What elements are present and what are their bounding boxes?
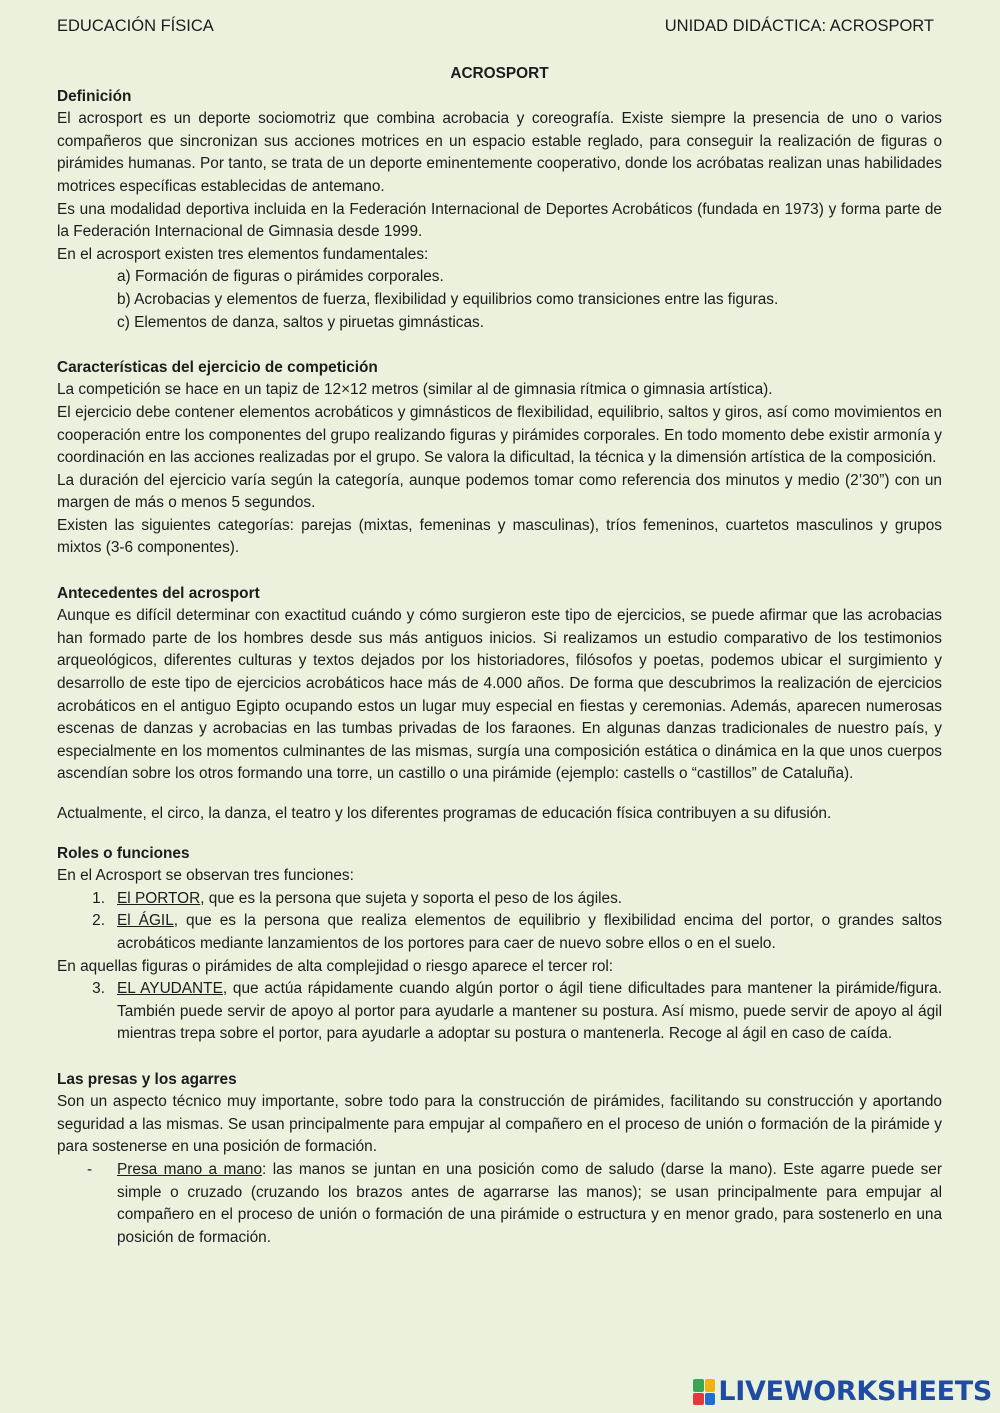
section-heading-roles: Roles o funciones [57,844,190,862]
section-heading-presas: Las presas y los agarres [57,1070,237,1088]
list-number: 3. [92,980,105,998]
list-item: c) Elementos de danza, saltos y piruetas gimnásticas. [117,313,484,331]
paragraph: Existen las siguientes categorías: parejas (mixtas, femeninas y masculinas), tríos femeninos, cuartetos masculinos y grupos mixtos (3-6 componentes). [57,516,942,557]
document-title: ACROSPORT [450,65,549,82]
paragraph: Son un aspecto técnico muy importante, sobre todo para la construcción de pirámides, facilitando su construcción y aportando seguridad a las mismas. Se usan principalmente para empujar al compañero en el proceso de unión o formación de la pirámide y para sostenerse en una posición de formación. [57,1093,942,1156]
role-description: , que es la persona que realiza elementos de equilibrio y flexibilidad encima del portor, o grandes saltos acrobáticos mediante lanzamientos de los portores para caer de nuevo sobre ellos o en el suelo. [117,912,942,952]
logo-tile [693,1379,704,1392]
paragraph: La duración del ejercicio varía según la categoría, aunque podemos tomar como referencia dos minutos y medio (2’30”) con un margen de más o menos 5 segundos. [57,471,942,512]
paragraph: Es una modalidad deportiva incluida en la Federación Internacional de Deportes Acrobáticos (fundada en 1973) y forma parte de la Federación Internacional de Gimnasia desde 1999. [57,200,942,241]
page-header [57,15,934,37]
paragraph: Aunque es difícil determinar con exactitud cuándo y cómo surgieron este tipo de ejercicios, se puede afirmar que las acrobacias han formado parte de los hombres desde sus más antiguos inicios. Si realizamos un estudio comparativo de los testimonios arqueológicos, diferentes culturas y textos dejados por los historiadores, filósofos y poetas, podemos ubicar el surgimiento y desarrollo de este tipo de ejercicios acrobáticos hace más de 4.000 años. De forma que descubrimos la realización de ejercicios acrobáticos en el antiguo Egipto ocupando estos un lugar muy especial en fiestas y ceremonias. Además, aparecen numerosas escenas de danzas y acrobacias en las tumbas privadas de los faraones. En algunas danzas tradicionales de nuestro país, y especialmente en los momentos culminantes de las mismas, surgía una composición estática o dinámica en la que unos cuerpos ascendían sobre los otros formando una torre, un castillo o una pirámide (ejemplo: castells o “castillos” de Cataluña). [57,607,942,783]
logo-tile [705,1379,716,1392]
section-heading-antecedentes: Antecedentes del acrosport [57,584,260,602]
role-term: EL AYUDANTE [117,980,223,998]
grip-term: Presa mano a mano [117,1160,263,1178]
paragraph: El acrosport es un deporte sociomotriz que combina acrobacia y coreografía. Existe siempre la presencia de uno o varios compañeros que sincronizan sus acciones motrices en un espacio estable reglado, para conseguir la realización de figuras o pirámides humanas. Por tanto, se trata de un deporte eminentemente cooperativo, donde los acróbatas realizan unas habilidades motrices específicas establecidas de antemano. [57,110,942,195]
section-heading-definicion: Definición [57,87,132,105]
list-item: a) Formación de figuras o pirámides corporales. [117,268,444,286]
role-description: , que actúa rápidamente cuando algún portor o ágil tiene dificultades para mantener la pirámide/figura. También puede servir de apoyo al portor para ayudarle a mantener su postura. Así mismo, puede servir de apoyo al ágil mientras trepa sobre el portor, para ayudarle a adoptar su postura o mantenerla. Recoge al ágil en caso de caída. [117,980,942,1043]
paragraph: En aquellas figuras o pirámides de alta complejidad o riesgo aparece el tercer rol: [57,957,614,975]
role-term: El PORTOR [117,889,201,907]
role-term: El ÁGIL [117,912,174,930]
list-number: 1. [92,889,105,907]
paragraph: El ejercicio debe contener elementos acrobáticos y gimnásticos de flexibilidad, equilibrio, saltos y giros, así como movimientos en cooperación entre los componentes del grupo realizando figuras y pirámides corporales. En todo momento debe existir armonía y coordinación en las acciones realizadas por el grupo. Se valora la dificultad, la técnica y la dimensión artística de la composición. [57,403,942,467]
role-description: , que es la persona que sujeta y soporta el peso de los ágiles. [200,889,623,907]
liveworksheets-icon [693,1379,715,1405]
header-unit: UNIDAD DIDÁCTICA: ACROSPORT [664,17,934,35]
document-body [57,63,942,1249]
list-item [57,888,942,911]
list-number: 2. [92,912,105,930]
liveworksheets-wordmark: LIVEWORKSHEETS [718,1376,992,1407]
elements-list [57,266,942,334]
paragraph: En el Acrosport se observan tres funciones: [57,867,354,885]
list-item [57,910,942,955]
paragraph: Actualmente, el circo, la danza, el teatro y los diferentes programas de educación física contribuyen a su difusión. [57,805,832,822]
paragraph: En el acrosport existen tres elementos fundamentales: [57,245,429,263]
list-item: b) Acrobacias y elementos de fuerza, flexibilidad y equilibrios como transiciones entre las figuras. [117,290,779,308]
logo-tile [705,1393,716,1406]
liveworksheets-logo [693,1377,992,1407]
logo-tile [693,1393,704,1406]
grip-description: : las manos se juntan en una posición como de saludo (darse la mano). Este agarre puede ser simple o cruzado (cruzando los brazos antes de agarrarse las manos); se usan principalmente para empujar al compañero en el proceso de unión o formación de una pirámide o estructura y en menor grado, para sostenerlo en una posición de formación. [117,1160,942,1246]
paragraph: La competición se hace en un tapiz de 12×12 metros (similar al de gimnasia rítmica o gimnasia artística). [57,381,773,399]
list-item [57,978,942,1046]
list-bullet: - [87,1160,93,1178]
section-heading-caracteristicas: Características del ejercicio de competición [57,358,378,376]
header-subject: EDUCACIÓN FÍSICA [57,17,214,35]
list-item [57,1159,942,1249]
